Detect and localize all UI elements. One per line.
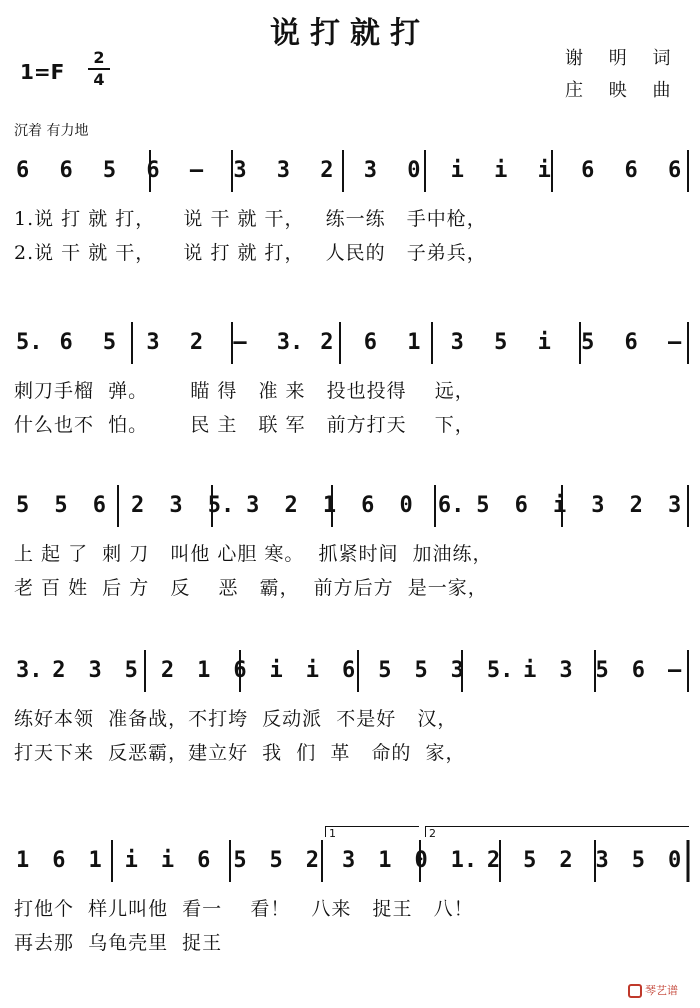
jianpu-note: 1 — [378, 848, 392, 873]
jianpu-note: 0 — [668, 848, 682, 873]
jianpu-note: 2 — [284, 493, 298, 518]
jianpu-note: 3 — [276, 158, 291, 183]
jianpu-note: 3 — [88, 658, 102, 683]
jianpu-note: 2 — [160, 658, 175, 683]
jianpu-note: 2 — [320, 330, 334, 355]
lyrics-verse-2: 老 百 姓 后 方 反 恶 霸， 前方后方 是一家， — [14, 577, 488, 599]
key-signature: 1=F — [20, 60, 65, 84]
jianpu-note: – — [189, 158, 204, 183]
lyrics-verse-1: 1.说 打 就 打， 说 干 就 干， 练一练 手中枪， — [14, 208, 487, 230]
jianpu-note: 6 — [631, 658, 646, 683]
jianpu-note: 3 — [169, 493, 183, 518]
composer-credit: 庄 映 曲 — [565, 80, 681, 101]
lyrics-verse-2: 再去那 乌龟壳里 捉王 — [14, 932, 223, 954]
lyrics-verse-1: 练好本领 准备战，不打垮 反动派 不是好 汉， — [14, 708, 458, 730]
time-signature-bottom: 4 — [93, 70, 105, 89]
jianpu-note: 5 — [523, 848, 537, 873]
jianpu-note: 5 — [233, 848, 247, 873]
jianpu-note: 6 — [59, 158, 73, 183]
jianpu-note: 0 — [399, 493, 413, 518]
jianpu-note: 5 — [414, 658, 428, 683]
jianpu-note: i — [523, 658, 537, 683]
jianpu-note: i — [494, 158, 508, 183]
jianpu-note: 0 — [407, 158, 421, 183]
jianpu-note: i — [160, 848, 175, 873]
jianpu-note: 6 — [581, 158, 595, 183]
jianpu-note: 5. — [16, 330, 43, 355]
jianpu-note: 6 — [624, 330, 638, 355]
jianpu-note: 5 — [476, 493, 490, 518]
jianpu-note: 6 — [52, 848, 66, 873]
jianpu-note: 3 — [233, 158, 247, 183]
jianpu-note: 6 — [92, 493, 106, 518]
jianpu-note: i — [305, 658, 320, 683]
jianpu-note: 3 — [450, 658, 464, 683]
jianpu-note: 6 — [197, 848, 211, 873]
volta-second-ending: 2 — [425, 826, 689, 837]
jianpu-note: 5 — [494, 330, 508, 355]
jianpu-note: 3 — [363, 158, 377, 183]
jianpu-note: 3 — [559, 658, 573, 683]
time-signature-top: 2 — [93, 48, 105, 67]
jianpu-note: 5 — [581, 330, 595, 355]
jianpu-note: 5 — [595, 658, 609, 683]
jianpu-note: 3 — [450, 330, 464, 355]
jianpu-note: – — [668, 330, 682, 355]
jianpu-note: 6 — [16, 158, 30, 183]
watermark-text: 琴艺谱 — [645, 984, 678, 997]
jianpu-note: i — [269, 658, 283, 683]
jianpu-note: 1 — [16, 848, 30, 873]
volta-first-ending: 1 — [325, 826, 419, 837]
jianpu-note: – — [668, 658, 682, 683]
jianpu-note: 5 — [16, 493, 30, 518]
watermark-logo — [628, 982, 678, 998]
staff-system — [0, 485, 700, 615]
jianpu-note: 6 — [668, 158, 682, 183]
tempo-marking: 沉着 有力地 — [14, 123, 89, 139]
jianpu-note: 6 — [59, 330, 73, 355]
staff-system — [0, 827, 700, 970]
jianpu-note: i — [450, 158, 464, 183]
jianpu-note: 5 — [378, 658, 392, 683]
jianpu-note: 6 — [233, 658, 247, 683]
jianpu-note: 2 — [305, 848, 320, 873]
lyrics-verse-1: 刺刀手榴 弹。 瞄 得 准 来 投也投得 远， — [14, 380, 475, 402]
jianpu-note: 1 — [322, 493, 337, 518]
jianpu-note: 0 — [414, 848, 428, 873]
jianpu-note: 1 — [88, 848, 102, 873]
jianpu-note: 3 — [246, 493, 260, 518]
jianpu-note: 6 — [361, 493, 375, 518]
jianpu-note: i — [537, 330, 551, 355]
staff-system — [0, 650, 700, 780]
jianpu-note: 1 — [197, 658, 211, 683]
jianpu-note: 5 — [102, 158, 117, 183]
lyricist-credit: 谢 明 词 — [565, 48, 681, 69]
jianpu-note: 2 — [189, 330, 204, 355]
jianpu-note: 6 — [624, 158, 638, 183]
lyrics-verse-2: 2.说 干 就 干， 说 打 就 打， 人民的 子弟兵， — [14, 242, 487, 264]
jianpu-note: 3. — [276, 330, 304, 355]
jianpu-note: 5 — [269, 848, 283, 873]
lyrics-verse-1: 打他个 样儿叫他 看一 看！ 八来 捉王 八！ — [14, 898, 474, 920]
jianpu-note: 5. — [207, 493, 235, 518]
jianpu-note: 5 — [102, 330, 117, 355]
jianpu-note: 3. — [16, 658, 43, 683]
jianpu-note: 3 — [668, 493, 682, 518]
jianpu-note: 5 — [54, 493, 68, 518]
staff-system — [0, 150, 700, 280]
jianpu-note: – — [233, 330, 247, 355]
jianpu-note: 6 — [146, 158, 160, 183]
jianpu-note: 6 — [363, 330, 377, 355]
jianpu-note: 2 — [629, 493, 643, 518]
jianpu-note: 1 — [407, 330, 421, 355]
jianpu-note: 2 — [52, 658, 66, 683]
jianpu-note: 6 — [342, 658, 356, 683]
staff-system — [0, 322, 700, 452]
jianpu-note: 6. — [437, 493, 465, 518]
jianpu-note: 5 — [631, 848, 646, 873]
lyrics-verse-2: 打天下来 反恶霸，建立好 我 们 革 命的 家， — [14, 742, 466, 764]
lyrics-verse-2: 什么也不 怕。 民 主 联 军 前方打天 下， — [14, 414, 475, 436]
jianpu-note: 3 — [342, 848, 356, 873]
jianpu-note: 2 — [131, 493, 145, 518]
jianpu-note: i — [552, 493, 567, 518]
jianpu-note: 2 — [559, 848, 573, 873]
jianpu-note: i — [537, 158, 551, 183]
jianpu-note: 3 — [146, 330, 160, 355]
time-signature — [86, 49, 112, 89]
jianpu-note: 3 — [591, 493, 605, 518]
jianpu-note: 5 — [124, 658, 138, 683]
lyrics-verse-1: 上 起 了 刺 刀 叫他 心胆 寒。 抓紧时间 加油练， — [14, 543, 493, 565]
jianpu-note: 2 — [486, 848, 501, 873]
logo-icon — [628, 984, 642, 998]
jianpu-note: 3 — [595, 848, 609, 873]
jianpu-note: 6 — [514, 493, 528, 518]
song-title: 说打就打 — [270, 16, 430, 51]
jianpu-note: 1. — [450, 848, 478, 873]
jianpu-note: i — [124, 848, 138, 873]
jianpu-note: 2 — [320, 158, 334, 183]
jianpu-note: 5. — [486, 658, 514, 683]
